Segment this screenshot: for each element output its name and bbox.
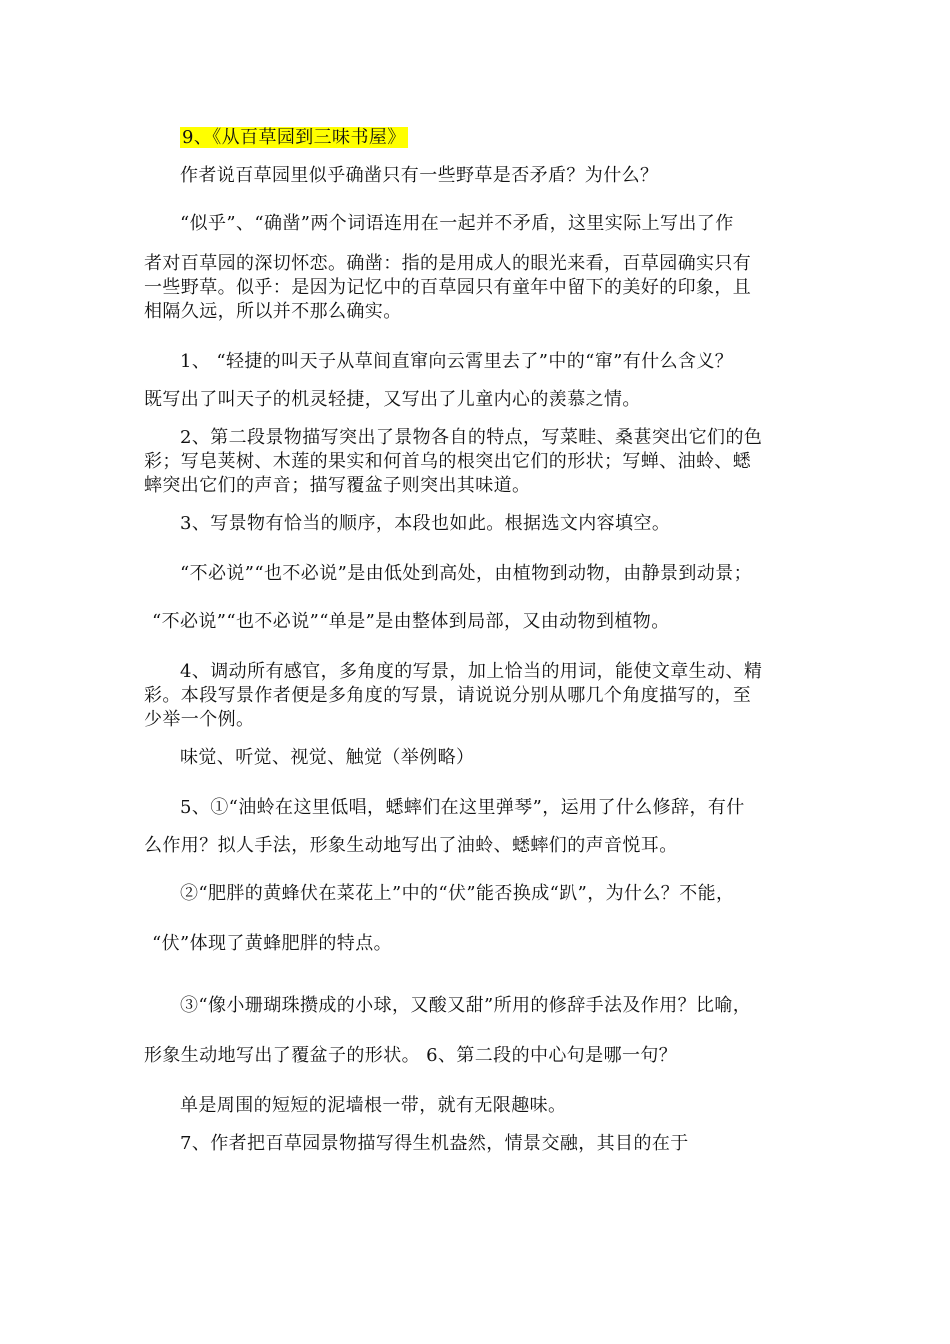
answer-line: “伏”体现了黄蜂肥胖的特点。 — [152, 933, 393, 954]
section-title — [180, 126, 408, 150]
answer-line: 单是周围的短短的泥墙根一带，就有无限趣味。 — [180, 1095, 567, 1116]
answer-line: 既写出了叫天子的机灵轻捷，又写出了儿童内心的羡慕之情。 — [144, 389, 641, 410]
question-line: 少举一个例。 — [144, 709, 255, 730]
answer-line: 者对百草园的深切怀恋。确凿：指的是用成人的眼光来看，百草园确实只有 — [144, 253, 752, 274]
question-line: 作者说百草园里似乎确凿只有一些野草是否矛盾？为什么？ — [180, 165, 659, 186]
question-line: 2、第二段景物描写突出了景物各自的特点，写菜畦、桑葚突出它们的色 — [180, 427, 763, 448]
question-line: 4、调动所有感官，多角度的写景，加上恰当的用词，能使文章生动、精 — [180, 661, 763, 682]
question-line: 7、作者把百草园景物描写得生机盎然，情景交融，其目的在于 — [180, 1133, 689, 1154]
question-line: 彩；写皂荚树、木莲的果实和何首乌的根突出它们的形状；写蝉、油蛉、蟋 — [144, 451, 752, 472]
answer-line: 一些野草。似乎：是因为记忆中的百草园只有童年中留下的美好的印象，且 — [144, 277, 752, 298]
answer-line: 形象生动地写出了覆盆子的形状。 6、第二段的中心句是哪一句？ — [144, 1045, 678, 1066]
question-line: 1、 “轻捷的叫天子从草间直窜向云霄里去了”中的“窜”有什么含义？ — [180, 351, 734, 372]
question-line: 彩。本段写景作者便是多角度的写景，请说说分别从哪几个角度描写的，至 — [144, 685, 752, 706]
question-line: 3、写景物有恰当的顺序，本段也如此。根据选文内容填空。 — [180, 513, 671, 534]
answer-line: 味觉、听觉、视觉、触觉（举例略） — [180, 747, 475, 768]
title-highlight: 9、《从百草园到三味书屋》 — [182, 127, 406, 148]
answer-line: “似乎”、“确凿”两个词语连用在一起并不矛盾，这里实际上写出了作 — [180, 213, 734, 234]
question-line: ②“肥胖的黄蜂伏在菜花上”中的“伏”能否换成“趴”，为什么？不能， — [180, 883, 735, 904]
answer-line: 么作用？拟人手法，形象生动地写出了油蛉、蟋蟀们的声音悦耳。 — [144, 835, 678, 856]
answer-line: 相隔久远，所以并不那么确实。 — [144, 301, 402, 322]
question-line: ③“像小珊瑚珠攒成的小球，又酸又甜”所用的修辞手法及作用？比喻， — [180, 995, 752, 1016]
answer-line: “不必说”“也不必说”是由低处到高处，由植物到动物，由静景到动景； — [180, 563, 753, 584]
answer-line: “不必说”“也不必说”“单是”是由整体到局部，又由动物到植物。 — [152, 611, 670, 632]
question-line: 蟀突出它们的声音；描写覆盆子则突出其味道。 — [144, 475, 531, 496]
question-line: 5、①“油蛉在这里低唱，蟋蟀们在这里弹琴”，运用了什么修辞，有什 — [180, 797, 745, 818]
